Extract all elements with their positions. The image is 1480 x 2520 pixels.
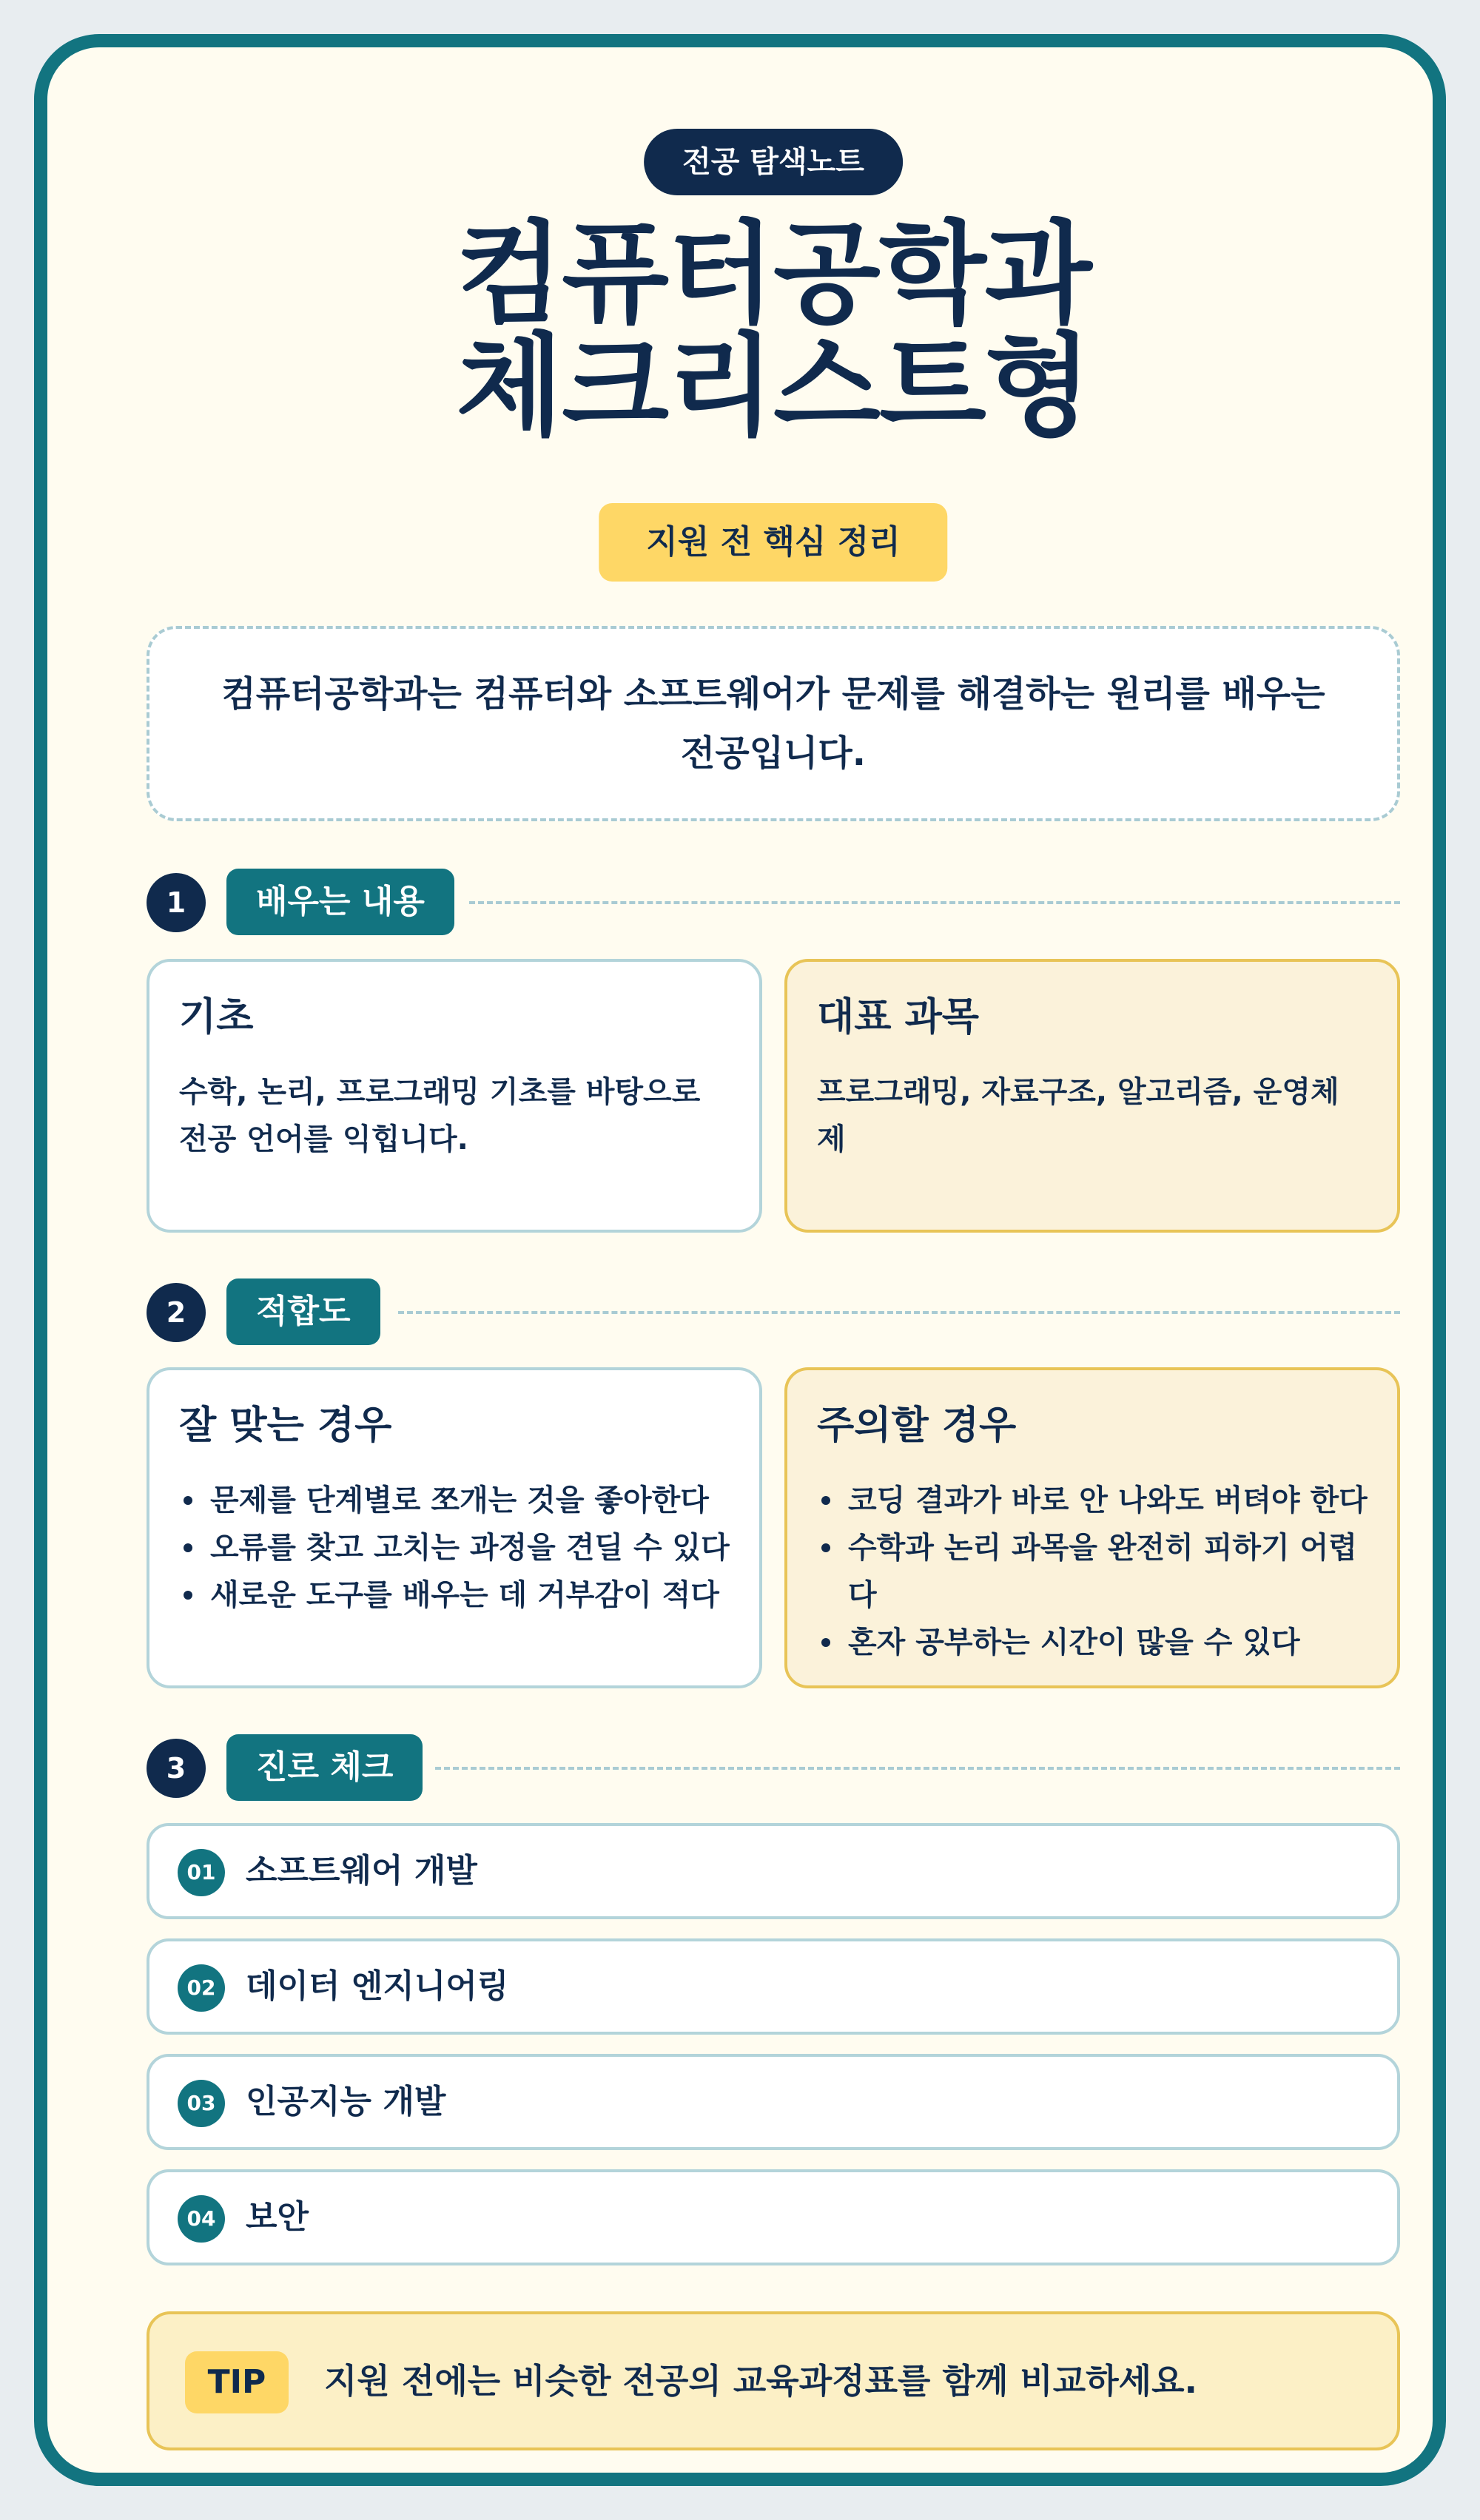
box-title: 대표 과목 [817,995,980,1040]
tip-text: 지원 전에는 비슷한 전공의 교육과정표를 함께 비교하세요. [324,2361,1198,2401]
career-number: 02 [178,1964,225,2012]
career-item-security [147,2169,1400,2265]
section-number: 3 [147,1739,206,1798]
box-text: 수학, 논리, 프로그래밍 기초를 바탕으로 전공 언어를 익힙니다. [179,1075,701,1156]
section-3-header [147,1734,1400,1801]
title-line-2: 체크리스트형 [456,323,1091,451]
career-number: 01 [178,1849,225,1896]
box-title: 기초 [179,995,254,1040]
box-title: 주의할 경우 [817,1404,1017,1448]
career-number: 04 [178,2195,225,2243]
list-item: 수학과 논리 과목을 완전히 피하기 어렵다 [817,1524,1368,1619]
intro-text: 컴퓨터공학과는 컴퓨터와 소프트웨어가 문제를 해결하는 원리를 배우는 전공입니다. [221,673,1325,774]
intro-box [147,626,1400,821]
career-number: 03 [178,2080,225,2127]
box-text: 프로그래밍, 자료구조, 알고리즘, 운영체제 [817,1075,1339,1156]
career-label: 데이터 엔지니어링 [246,1967,509,2005]
subtitle-badge: 지원 전 핵심 정리 [599,503,947,582]
section-number: 1 [147,873,206,932]
page-title [147,210,1400,451]
section-divider [398,1311,1400,1314]
career-label: 인공지능 개발 [246,2083,446,2120]
section-number: 2 [147,1283,206,1342]
section-label: 적합도 [226,1278,380,1345]
section-2-header [147,1278,1400,1345]
section-label: 진로 체크 [226,1734,423,1801]
courses-box [784,959,1400,1233]
box-title: 잘 맞는 경우 [179,1404,392,1448]
career-item-ai [147,2054,1400,2150]
category-badge: 전공 탐색노트 [644,129,903,195]
caution-list [817,1477,1368,1666]
section-1-header [147,869,1400,935]
career-label: 소프트웨어 개발 [246,1852,477,1890]
section-label: 배우는 내용 [226,869,454,935]
basics-box [147,959,762,1233]
list-item: 코딩 결과가 바로 안 나와도 버텨야 한다 [817,1477,1368,1524]
tip-box [147,2311,1400,2450]
good-fit-list [179,1477,730,1619]
career-label: 보안 [246,2198,309,2236]
list-item: 새로운 도구를 배우는 데 거부감이 적다 [179,1571,730,1619]
list-item: 혼자 공부하는 시간이 많을 수 있다 [817,1619,1368,1666]
career-item-software [147,1823,1400,1919]
career-item-data-engineering [147,1938,1400,2035]
section-divider [435,1767,1400,1770]
note-card [34,34,1446,2486]
caution-box [784,1367,1400,1688]
tip-badge: TIP [185,2351,289,2413]
title-line-1: 컴퓨터공학과 [456,210,1091,339]
good-fit-box [147,1367,762,1688]
section-divider [469,901,1400,904]
list-item: 문제를 단계별로 쪼개는 것을 좋아한다 [179,1477,730,1524]
list-item: 오류를 찾고 고치는 과정을 견딜 수 있다 [179,1524,730,1571]
